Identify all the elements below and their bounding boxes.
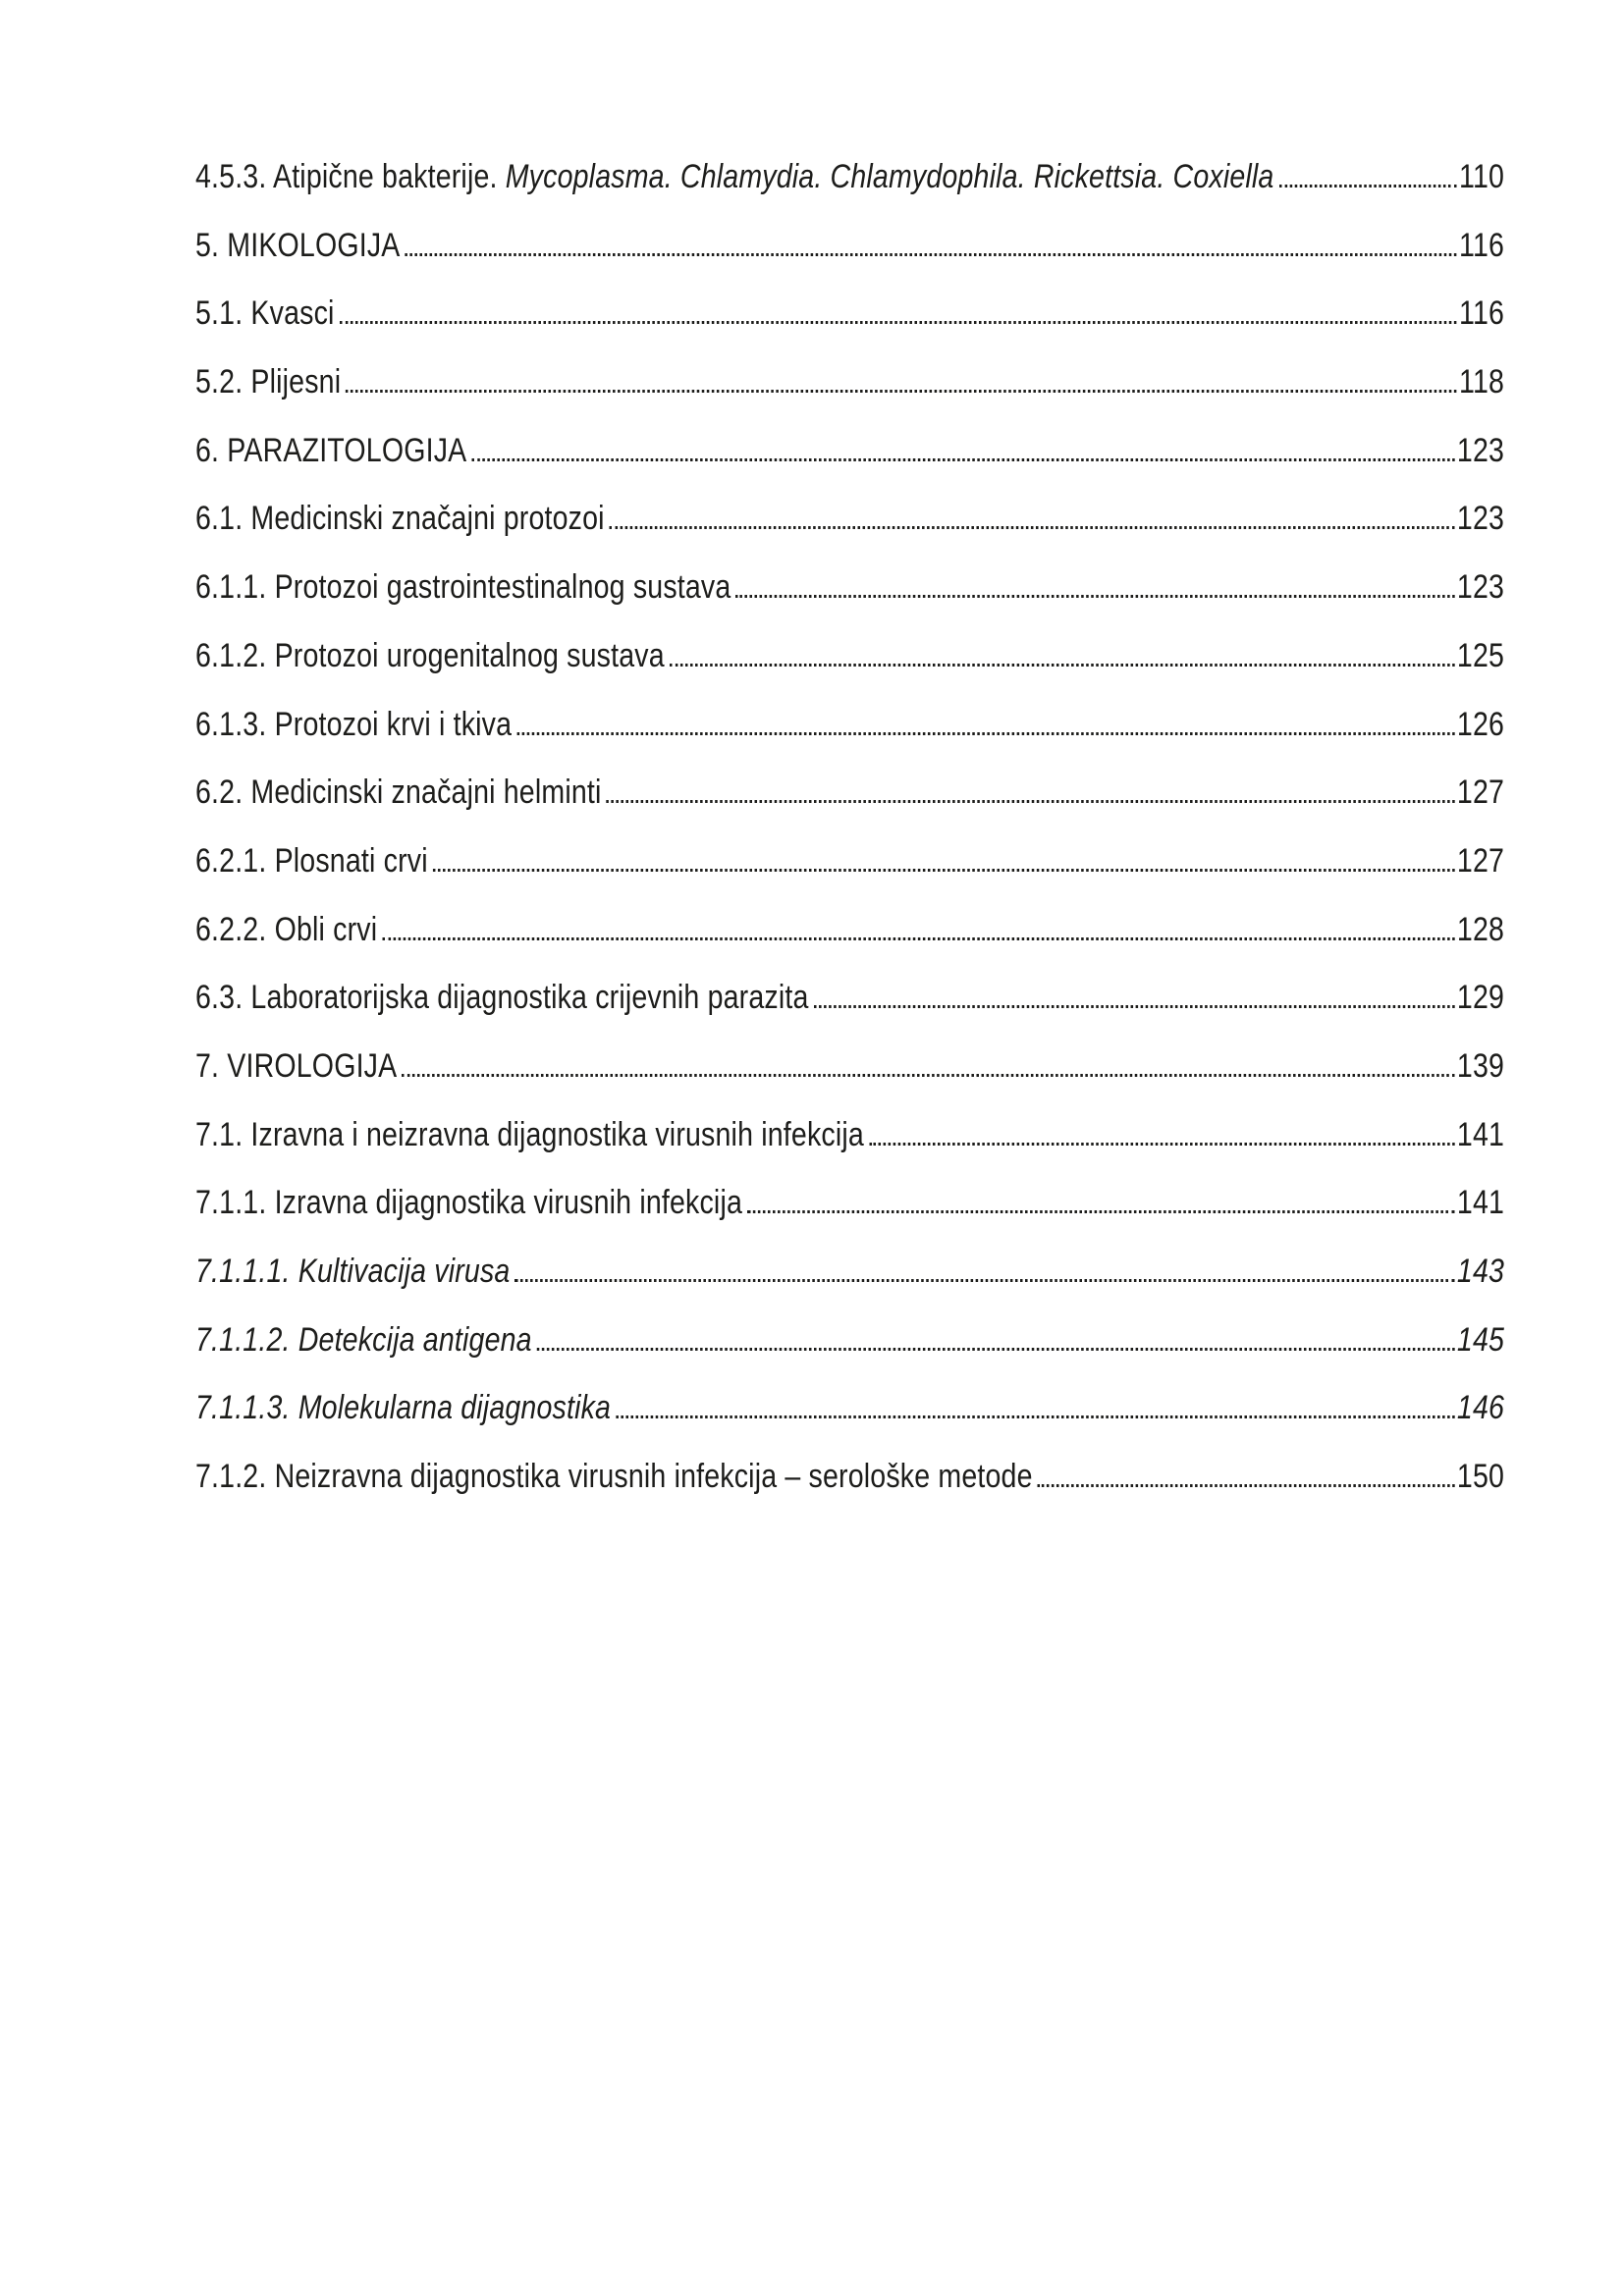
toc-page-number: 116 <box>1459 294 1505 333</box>
toc-entry-label <box>195 143 1273 212</box>
toc-entry-text-italic: 7.1.1.3. Molekularna dijagnostika <box>195 1389 612 1427</box>
dot-leader <box>610 524 1455 529</box>
dot-leader <box>340 319 1457 324</box>
toc-entry-text-italic: 7.1.1.2. Detekcija antigena <box>195 1320 532 1359</box>
toc-page-number: 141 <box>1456 1184 1505 1222</box>
toc-entry-text: 6.2.1. Plosnati crvi <box>195 841 428 880</box>
toc-entry-label <box>195 348 341 417</box>
toc-entry <box>195 554 1504 622</box>
toc-page-number: 127 <box>1456 774 1505 812</box>
toc-page-number: 123 <box>1456 500 1505 538</box>
dot-leader <box>747 1208 1454 1213</box>
dot-leader <box>406 251 1457 256</box>
toc-page-number: 123 <box>1456 431 1505 469</box>
toc-entry-text: 7. VIROLOGIJA <box>195 1046 398 1085</box>
toc-entry <box>195 1443 1504 1512</box>
toc-entry-text: 6.3. Laboratorijska dijagnostika crijevnih parazita <box>195 979 809 1017</box>
toc-entry-label <box>195 280 335 348</box>
toc-page-number: 150 <box>1456 1458 1505 1496</box>
toc-entry-label <box>195 964 809 1033</box>
toc-entry <box>195 622 1504 691</box>
toc-entry-text: 7.1. Izravna i neizravna dijagnostika virusnih infekcija <box>195 1115 864 1153</box>
toc-page-number: 125 <box>1456 636 1505 674</box>
toc-entry-text: 6.1. Medicinski značajni protozoi <box>195 500 605 538</box>
toc-page-number: 123 <box>1456 568 1505 607</box>
toc-page-number: 126 <box>1456 705 1505 743</box>
toc-entry-text: 5. MIKOLOGIJA <box>195 226 401 264</box>
toc-entry-text: 7.1.2. Neizravna dijagnostika virusnih infekcija – serološke metode <box>195 1458 1033 1496</box>
toc-page-number: 139 <box>1456 1046 1505 1085</box>
toc-entry-label <box>195 622 665 691</box>
toc-page-number: 110 <box>1459 158 1505 195</box>
toc-entry-label <box>195 1101 864 1170</box>
toc-page-number: 118 <box>1459 363 1505 401</box>
toc-entry <box>195 1374 1504 1443</box>
toc-entry <box>195 212 1504 281</box>
dot-leader <box>402 1072 1454 1077</box>
toc-entry-label <box>195 691 512 760</box>
dot-leader <box>516 730 1454 735</box>
toc-page-number: 129 <box>1456 979 1505 1017</box>
toc-entry <box>195 1307 1504 1375</box>
dot-leader <box>869 1141 1454 1146</box>
dot-leader <box>607 798 1455 803</box>
toc-entry-label <box>195 1238 510 1307</box>
dot-leader <box>537 1346 1455 1351</box>
table-of-contents <box>195 143 1504 1512</box>
toc-entry-text: 7.1.1. Izravna dijagnostika virusnih infekcija <box>195 1184 743 1222</box>
toc-entry-label <box>195 212 401 281</box>
toc-page-number: 143 <box>1456 1253 1505 1290</box>
toc-entry <box>195 143 1504 212</box>
toc-entry-label <box>195 554 731 622</box>
toc-entry-text: 4.5.3. Atipične bakterije. <box>195 158 506 195</box>
toc-entry-text: 6.1.3. Protozoi krvi i tkiva <box>195 705 513 743</box>
toc-entry-label <box>195 759 602 828</box>
toc-entry-label <box>195 896 377 965</box>
toc-entry <box>195 896 1504 965</box>
toc-entry-label <box>195 1307 532 1375</box>
toc-entry-text: 6. PARAZITOLOGIJA <box>195 431 467 469</box>
toc-entry <box>195 828 1504 896</box>
toc-page-number: 127 <box>1456 841 1505 880</box>
toc-entry <box>195 280 1504 348</box>
toc-page-number: 116 <box>1459 226 1505 264</box>
toc-entry <box>195 759 1504 828</box>
dot-leader <box>616 1414 1454 1418</box>
toc-entry-label <box>195 485 605 554</box>
toc-entry-text-italic: 7.1.1.1. Kultivacija virusa <box>195 1253 511 1290</box>
toc-entry-text: 6.2. Medicinski značajni helminti <box>195 774 602 812</box>
dot-leader <box>346 388 1456 393</box>
toc-entry <box>195 964 1504 1033</box>
toc-entry-label <box>195 1443 1033 1512</box>
dot-leader <box>735 593 1454 598</box>
toc-entry-text-italic: Mycoplasma. Chlamydia. Chlamydophila. Rickettsia. Coxiella <box>505 158 1274 195</box>
dot-leader <box>433 867 1455 872</box>
toc-entry-text: 5.1. Kvasci <box>195 294 335 333</box>
toc-entry-label <box>195 1374 611 1443</box>
toc-entry <box>195 485 1504 554</box>
toc-entry <box>195 1101 1504 1170</box>
toc-entry-label <box>195 828 428 896</box>
toc-entry-label <box>195 417 466 486</box>
toc-entry-text: 6.1.1. Protozoi gastrointestinalnog sustava <box>195 568 731 607</box>
toc-page-number: 141 <box>1456 1115 1505 1153</box>
toc-entry <box>195 348 1504 417</box>
toc-entry-label <box>195 1033 397 1101</box>
toc-entry-text: 6.2.2. Obli crvi <box>195 910 378 948</box>
toc-entry <box>195 1033 1504 1101</box>
toc-entry <box>195 691 1504 760</box>
toc-entry-text: 6.1.2. Protozoi urogenitalnog sustava <box>195 636 665 674</box>
toc-entry-text: 5.2. Plijesni <box>195 363 342 401</box>
dot-leader <box>514 1277 1454 1282</box>
toc-entry-label <box>195 1169 742 1238</box>
dot-leader <box>382 935 1454 940</box>
toc-page-number: 146 <box>1456 1389 1505 1427</box>
dot-leader <box>814 1003 1455 1008</box>
dot-leader <box>1279 183 1457 187</box>
toc-entry <box>195 1169 1504 1238</box>
toc-page-number: 145 <box>1456 1320 1505 1359</box>
dot-leader <box>1038 1482 1455 1487</box>
toc-entry <box>195 1238 1504 1307</box>
dot-leader <box>670 662 1455 667</box>
toc-entry <box>195 417 1504 486</box>
toc-page-number: 128 <box>1456 910 1505 948</box>
dot-leader <box>471 456 1454 461</box>
